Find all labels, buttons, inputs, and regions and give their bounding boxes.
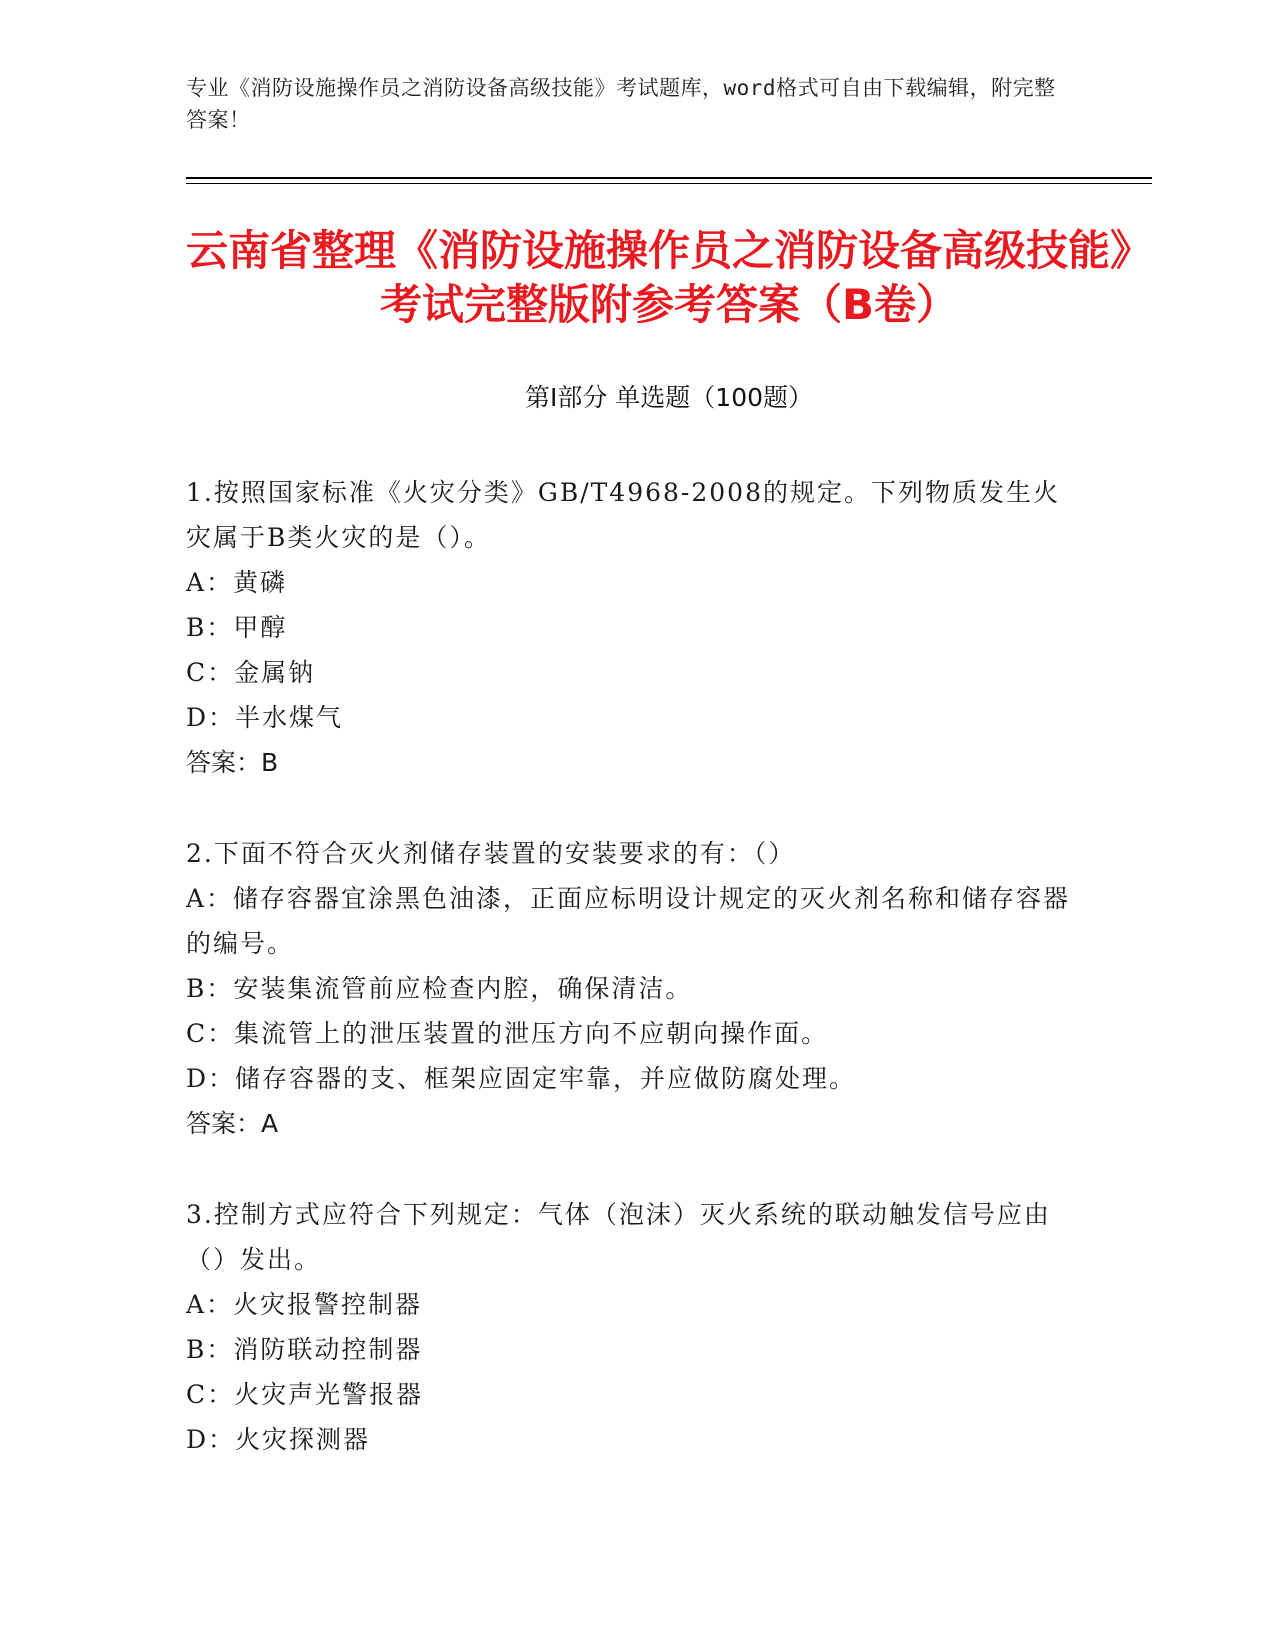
header-rule-thin bbox=[186, 183, 1152, 184]
question-1 bbox=[186, 470, 1086, 785]
option-b: B：消防联动控制器 bbox=[186, 1335, 423, 1364]
option-a: A：储存容器宜涂黑色油漆，正面应标明设计规定的灭火剂名称和储存容器的编号。 bbox=[186, 884, 1071, 958]
question-2 bbox=[186, 831, 1086, 1146]
question-3 bbox=[186, 1192, 1086, 1462]
option-c: C：集流管上的泄压装置的泄压方向不应朝向操作面。 bbox=[186, 1019, 829, 1048]
option-d: D：火灾探测器 bbox=[186, 1425, 371, 1454]
option-d: D：储存容器的支、框架应固定牢靠，并应做防腐处理。 bbox=[186, 1064, 857, 1093]
option-a: A：黄磷 bbox=[186, 568, 288, 597]
option-b: B：甲醇 bbox=[186, 613, 288, 642]
option-d: D：半水煤气 bbox=[186, 703, 344, 732]
option-c: C：火灾声光警报器 bbox=[186, 1380, 424, 1409]
answer-label: 答案：B bbox=[186, 748, 279, 777]
question-stem: 1.按照国家标准《火灾分类》GB/T4968-2008的规定。下列物质发生火灾属于B类火灾的是（）。 bbox=[186, 478, 1060, 552]
option-a: A：火灾报警控制器 bbox=[186, 1290, 423, 1319]
question-stem: 2.下面不符合灭火剂储存装置的安装要求的有：（） bbox=[186, 839, 796, 868]
question-list bbox=[186, 470, 1086, 1508]
header-note: 专业《消防设施操作员之消防设备高级技能》考试题库，word格式可自由下载编辑，附完整答案！ bbox=[186, 76, 1056, 132]
answer-label: 答案：A bbox=[186, 1109, 279, 1138]
document-title: 云南省整理《消防设施操作员之消防设备高级技能》考试完整版附参考答案（B卷） bbox=[186, 226, 1153, 329]
option-b: B：安装集流管前应检查内腔，确保清洁。 bbox=[186, 974, 693, 1003]
section-title: 第Ⅰ部分 单选题（100题） bbox=[524, 383, 814, 412]
header-rule-thick bbox=[186, 177, 1152, 179]
question-stem: 3.控制方式应符合下列规定：气体（泡沫）灭火系统的联动触发信号应由（）发出。 bbox=[186, 1200, 1051, 1274]
option-c: C：金属钠 bbox=[186, 658, 316, 687]
